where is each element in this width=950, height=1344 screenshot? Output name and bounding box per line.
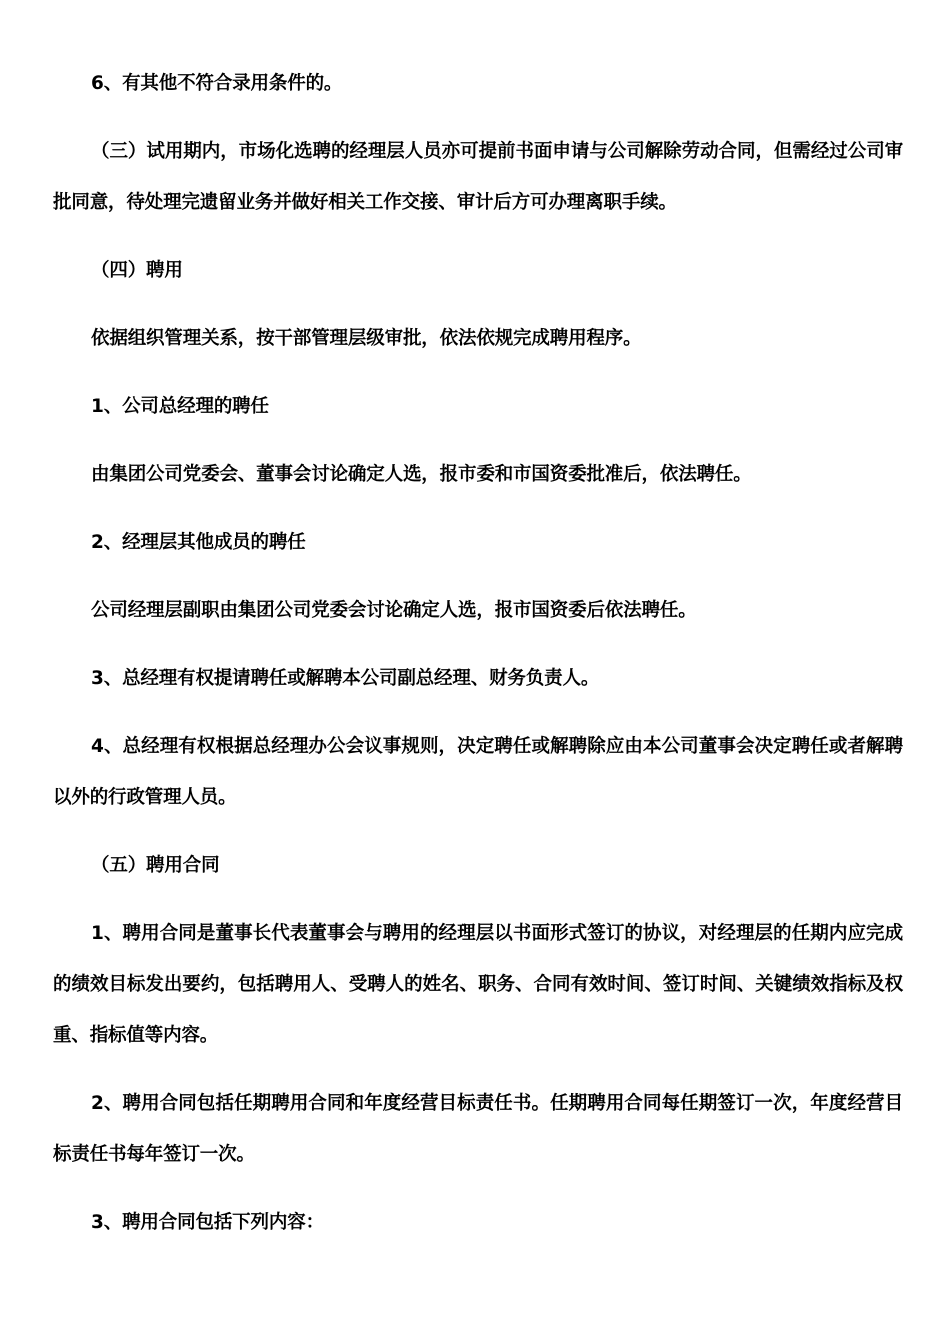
section-heading-employment-contract: （五）聘用合同	[91, 855, 220, 876]
paragraph-gm-nominate: 3、总经理有权提请聘任或解聘本公司副总经理、财务负责人。	[91, 668, 600, 689]
paragraph-employment-basis: 依据组织管理关系，按干部管理层级审批，依法依规完成聘用程序。	[91, 328, 642, 349]
paragraph-general-manager-appointment: 由集团公司党委会、董事会讨论确定人选，报市委和市国资委批准后，依法聘任。	[91, 464, 752, 485]
document-page	[53, 58, 903, 1248]
paragraph-contract-types: 2、聘用合同包括任期聘用合同和年度经营目标责任书。任期聘用合同每任期签订一次，年度经营目标责任书每年签订一次。	[53, 1093, 903, 1165]
paragraph-gm-decide: 4、总经理有权根据总经理办公会议事规则，决定聘任或解聘除应由本公司董事会决定聘任或者解聘以外的行政管理人员。	[53, 736, 903, 808]
paragraph-contract-definition: 1、聘用合同是董事长代表董事会与聘用的经理层以书面形式签订的协议，对经理层的任期内应完成的绩效目标发出要约，包括聘用人、受聘人的姓名、职务、合同有效时间、签订时间、关键绩效指标及权重、指标值等内容。	[53, 923, 903, 1046]
subheading-general-manager-appointment: 1、公司总经理的聘任	[91, 396, 269, 417]
section-heading-employment: （四）聘用	[91, 260, 183, 281]
paragraph-deputy-appointment: 公司经理层副职由集团公司党委会讨论确定人选，报市国资委后依法聘任。	[91, 600, 697, 621]
paragraph-probation-resignation: （三）试用期内，市场化选聘的经理层人员亦可提前书面申请与公司解除劳动合同，但需经过公司审批同意，待处理完遗留业务并做好相关工作交接、审计后方可办理离职手续。	[53, 141, 903, 213]
paragraph-item-6: 6、有其他不符合录用条件的。	[91, 73, 343, 94]
subheading-other-members-appointment: 2、经理层其他成员的聘任	[91, 532, 306, 553]
paragraph-contract-contents: 3、聘用合同包括下列内容：	[91, 1212, 324, 1233]
